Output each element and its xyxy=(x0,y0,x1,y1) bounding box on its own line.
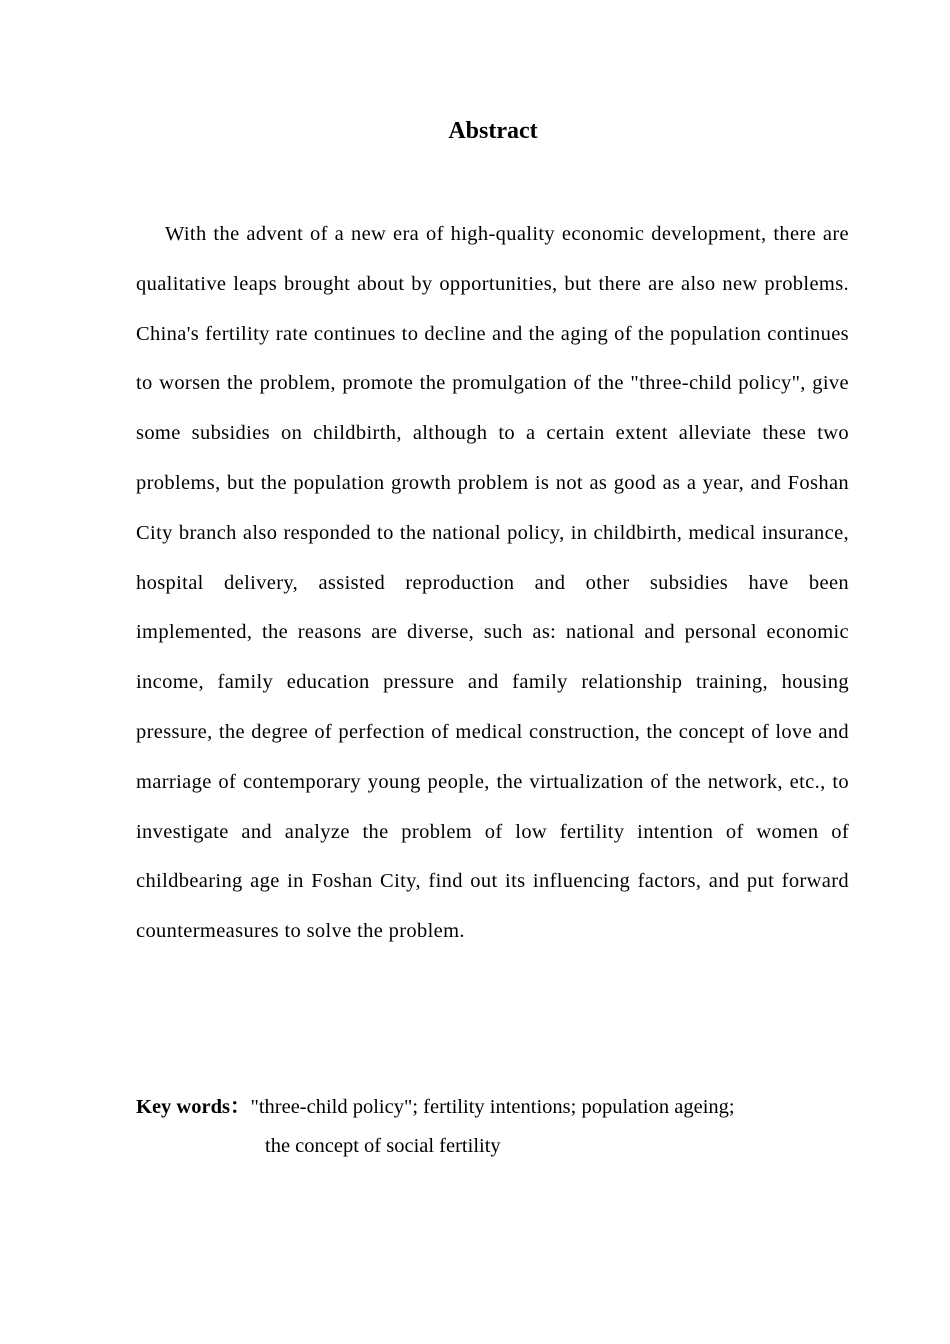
page-title: Abstract xyxy=(448,118,538,144)
keywords-first-line xyxy=(136,1088,849,1127)
keywords-line-2: the concept of social fertility xyxy=(265,1135,501,1157)
abstract-paragraph: With the advent of a new era of high-quality economic development, there are qualitative leaps brought about by opportunities, but there are also new problems. China's fertility rate continues to decline and the aging of the population continues to worsen the problem, promote the promulgation of the "three-child policy", give some subsidies on childbirth, although to a certain extent alleviate these two problems, but the population growth problem is not as good as a year, and Foshan City branch also responded to the national policy, in childbirth, medical insurance, hospital delivery, assisted reproduction and other subsidies have been implemented, the reasons are diverse, such as: national and personal economic income, family education pressure and family relationship training, housing pressure, the degree of perfection of medical construction, the concept of love and marriage of contemporary young people, the virtualization of the network, etc., to investigate and analyze the problem of low fertility intention of women of childbearing age in Foshan City, find out its influencing factors, and put forward countermeasures to solve the problem. xyxy=(136,223,849,943)
keywords-line-1: "three-child policy"; fertility intentions; population ageing; xyxy=(250,1096,735,1118)
keywords-block xyxy=(136,1088,849,1166)
keywords-label: Key words： xyxy=(136,1096,251,1118)
